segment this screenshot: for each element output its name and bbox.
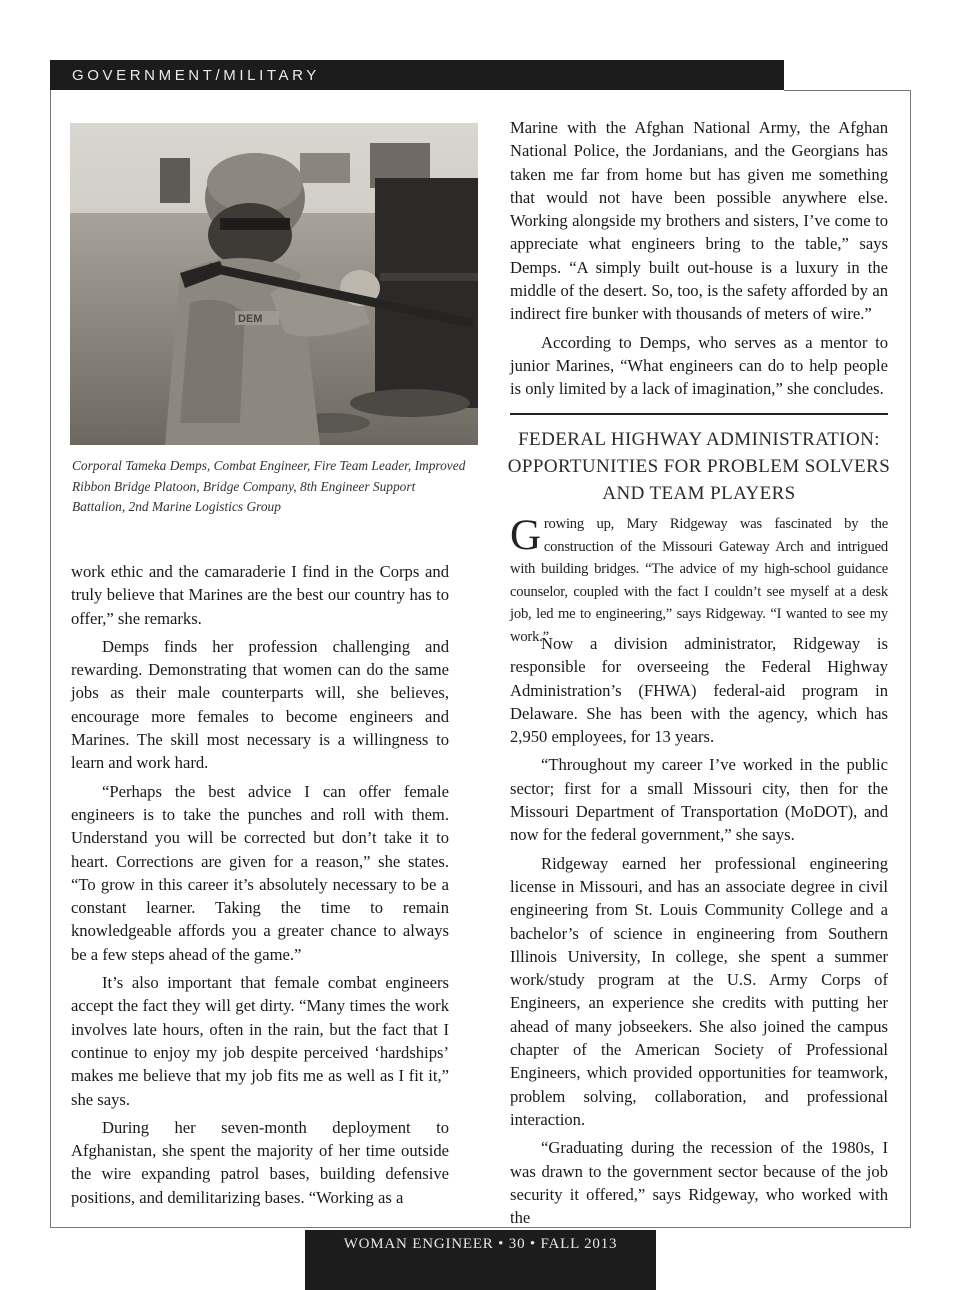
- section-header-bar: [50, 60, 784, 90]
- frame-top-rule: [784, 90, 911, 91]
- right-paragraph: Now a division administrator, Ridgeway is responsible for overseeing the Federal Highway Administration’s (FHWA) federal-aid program in Delaware. She has been with the agency, which has 2,950 employees, for 13 years.: [510, 634, 888, 747]
- drop-cap: G: [510, 512, 541, 559]
- right-paragraph: “Throughout my career I’ve worked in the public sector; first for a small Missouri city, then for the Missouri Department of Transportation (MoDOT), and now for the federal government,” she says.: [510, 755, 888, 845]
- left-paragraph: work ethic and the camaraderie I find in the Corps and truly believe that Marines are the best our country has to offer,” she remarks.: [71, 562, 449, 628]
- footer-text: WOMAN ENGINEER • 30 • FALL 2013: [343, 1236, 618, 1252]
- page-footer: [305, 1230, 656, 1290]
- name-tape-text: DEM: [238, 313, 263, 325]
- right-paragraph: “Graduating during the recession of the 1980s, I was drawn to the government sector because of the job security it offered,” says Ridgeway, who worked with the: [510, 1138, 888, 1228]
- frame-left-rule: [50, 90, 51, 1228]
- frame-right-rule: [910, 90, 911, 1228]
- article-photo: [70, 123, 478, 445]
- section-label: GOVERNMENT/MILITARY: [72, 67, 320, 84]
- section-divider: [510, 413, 888, 415]
- right-paragraph: Ridgeway earned her professional engineering license in Missouri, and has an associate degree in civil engineering from St. Louis Community College and a bachelor’s of science in engineering from Southern Illinois University, In college, she spent a summer work/study program at the U.S. Army Corps of Engineers, an experience she credits with putting her ahead of many jobseekers. She also joined the campus chapter of the American Society of Professional Engineers, which provided opportunities for teamwork, problem solving, collaboration, and professional interaction.: [510, 853, 888, 1129]
- left-paragraph: Demps finds her profession challenging and rewarding. Demonstrating that women can do the same jobs as their male counterparts will, she believes, encourage more females to become engineers and Marines. The skill most necessary is a willingness to learn and work hard.: [71, 636, 449, 773]
- left-paragraph: During her seven-month deployment to Afghanistan, she spent the majority of her time outside the wire expanding patrol bases, building defensive positions, and demilitarizing bases. “Working as a: [71, 1117, 449, 1207]
- section-intro: [510, 513, 888, 649]
- section-title: [505, 426, 893, 507]
- right-column-top: [510, 116, 888, 406]
- intro-text: rowing up, Mary Ridgeway was fascinated by the construction of the Missouri Gateway Arch and intrigued with building bridges. “The advice of my high-school guidance counselor, coupled with the fact I couldn’t see myself at a desk job, led me to engineering,” says Ridgeway. “I wanted to see my work.”: [510, 516, 888, 645]
- left-paragraph: “Perhaps the best advice I can offer female engineers is to take the punches and roll with them. Understand you will be corrected but don’t take it to heart. Corrections are given for a reason,” she states. “To grow in this career it’s absolutely necessary to be a constant learner. Taking the time to remain knowledgeable affords you a greater chance to always be a few steps ahead of the game.”: [71, 781, 449, 964]
- right-paragraph: Marine with the Afghan National Army, the Afghan National Police, the Jordanians, and the Georgians has taken me far from home but has given me something that would not have been possible anywhere else. Working alongside my brothers and sisters, I’ve come to appreciate what engineers bring to the table,” says Demps. “A simply built out-house is a luxury in the middle of the desert. So, too, is the safety afforded by an indirect fire bunker with thousands of meters of wire.”: [510, 118, 888, 324]
- section-title-line: AND TEAM PLAYERS: [602, 483, 796, 504]
- left-column: [71, 560, 449, 1214]
- right-column-bottom: [510, 632, 888, 1234]
- photo-caption: Corporal Tameka Demps, Combat Engineer, Fire Team Leader, Improved Ribbon Bridge Platoon, Bridge Company, 8th Engineer Support Battalion, 2nd Marine Logistics Group: [72, 458, 466, 514]
- left-paragraph: It’s also important that female combat engineers accept the fact they will get dirty. “Many times the work involves late hours, often in the rain, but the fact that I continue to enjoy my job despite perceived ‘hardships’ makes me believe that my job fits me as well as I fit it,” she says.: [71, 973, 449, 1109]
- section-title-line: OPPORTUNITIES FOR PROBLEM SOLVERS: [507, 456, 891, 477]
- right-paragraph: According to Demps, who serves as a mentor to junior Marines, “What engineers can do to help people is only limited by a lack of imagination,” she concludes.: [510, 332, 888, 399]
- section-title-line: FEDERAL HIGHWAY ADMINISTRATION:: [518, 429, 880, 450]
